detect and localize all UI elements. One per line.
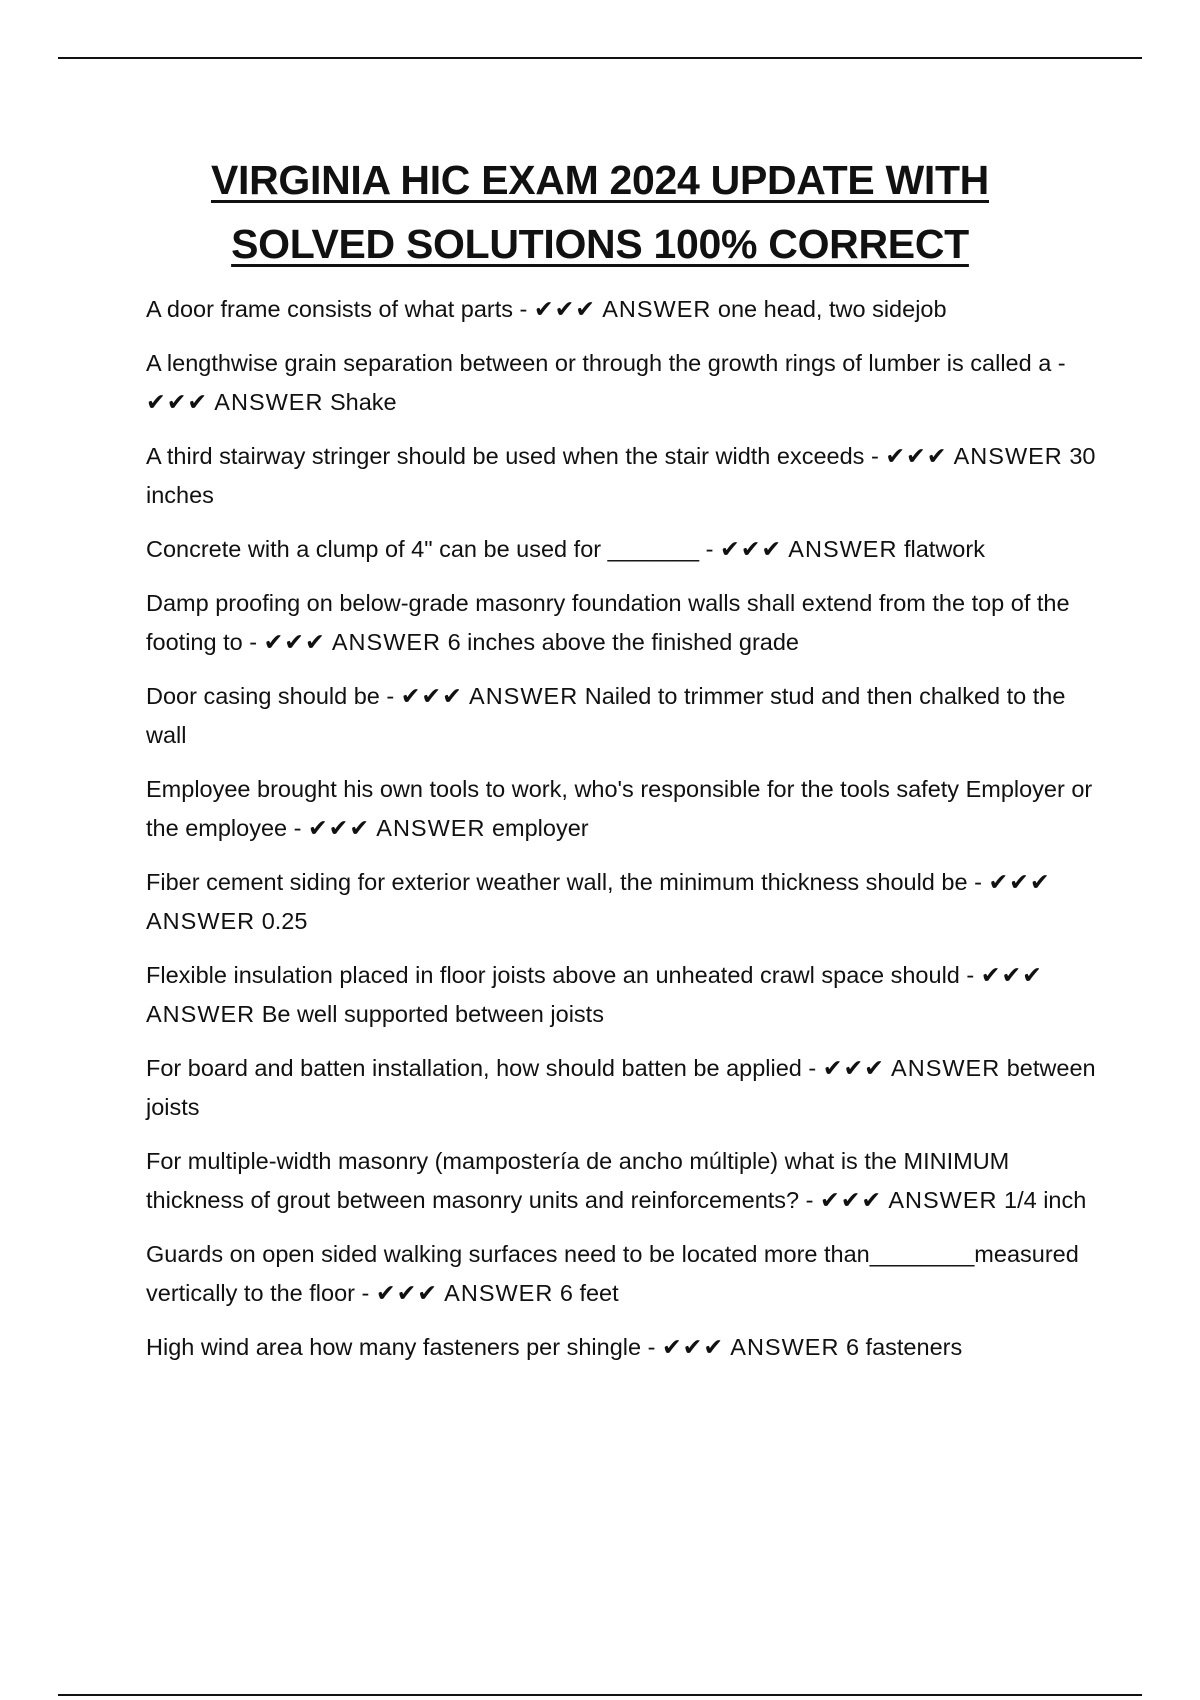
question-text: A door frame consists of what parts - xyxy=(146,296,528,322)
question-text: Fiber cement siding for exterior weather wall, the minimum thickness should be - xyxy=(146,869,982,895)
answer-text: 6 feet xyxy=(559,1280,619,1306)
answer-text: 30 inches xyxy=(146,443,1096,508)
qa-item-7 xyxy=(146,770,1096,848)
answer-marker: ✔✔✔ ANSWER xyxy=(885,443,1063,469)
answer-text: 0.25 xyxy=(261,908,308,934)
answer-marker: ✔✔✔ ANSWER xyxy=(146,389,324,415)
qa-item-10 xyxy=(146,1049,1096,1127)
answer-text: 1/4 inch xyxy=(1004,1187,1087,1213)
answer-text: Be well supported between joists xyxy=(261,1001,604,1027)
question-text: High wind area how many fasteners per shingle - xyxy=(146,1334,656,1360)
question-text: Flexible insulation placed in floor joists above an unheated crawl space should - xyxy=(146,962,975,988)
qa-list xyxy=(146,290,1096,1382)
answer-marker: ✔✔✔ ANSWER xyxy=(720,536,898,562)
question-text: Employee brought his own tools to work, who's responsible for the tools safety Employer or the employee - xyxy=(146,776,1093,841)
answer-text: 6 fasteners xyxy=(845,1334,963,1360)
qa-item-6 xyxy=(146,677,1096,755)
question-text: Damp proofing on below-grade masonry foundation walls shall extend from the top of the footing to - xyxy=(146,590,1070,655)
answer-marker: ✔✔✔ ANSWER xyxy=(146,869,1051,934)
answer-text: employer xyxy=(491,815,589,841)
answer-marker: ✔✔✔ ANSWER xyxy=(820,1187,998,1213)
qa-item-4 xyxy=(146,530,1096,569)
top-rule xyxy=(58,57,1142,59)
answer-text: Nailed to trimmer stud and then chalked to the wall xyxy=(146,683,1066,748)
question-text: A lengthwise grain separation between or through the growth rings of lumber is called a - xyxy=(146,350,1066,376)
answer-marker: ✔✔✔ ANSWER xyxy=(400,683,579,709)
answer-text: between joists xyxy=(146,1055,1096,1120)
qa-item-8 xyxy=(146,863,1096,941)
question-text: A third stairway stringer should be used when the stair width exceeds - xyxy=(146,443,879,469)
question-text: Guards on open sided walking surfaces need to be located more than________measured vertically to the floor - xyxy=(146,1241,1079,1306)
question-text: For multiple-width masonry (mampostería de ancho múltiple) what is the MINIMUM thickness of grout between masonry units and reinforcements? - xyxy=(146,1148,1010,1213)
bottom-rule xyxy=(58,1694,1142,1696)
question-text: Concrete with a clump of 4" can be used for _______ - xyxy=(146,536,714,562)
answer-marker: ✔✔✔ ANSWER xyxy=(263,629,442,655)
qa-item-5 xyxy=(146,584,1096,662)
answer-marker: ✔✔✔ ANSWER xyxy=(533,296,712,322)
answer-text: one head, two sidejob xyxy=(717,296,947,322)
answer-marker: ✔✔✔ ANSWER xyxy=(375,1280,554,1306)
qa-item-3 xyxy=(146,437,1096,515)
answer-text: flatwork xyxy=(903,536,985,562)
answer-text: Shake xyxy=(329,389,397,415)
title-line-2: SOLVED SOLUTIONS 100% CORRECT xyxy=(231,221,969,267)
qa-item-9 xyxy=(146,956,1096,1034)
title-line-1: VIRGINIA HIC EXAM 2024 UPDATE WITH xyxy=(210,157,989,203)
question-text: Door casing should be - xyxy=(146,683,395,709)
qa-item-2 xyxy=(146,344,1096,422)
qa-item-1 xyxy=(146,290,1096,329)
answer-marker: ✔✔✔ ANSWER xyxy=(307,815,486,841)
answer-marker: ✔✔✔ ANSWER xyxy=(661,1334,840,1360)
answer-text: 6 inches above the finished grade xyxy=(447,629,800,655)
question-text: For board and batten installation, how should batten be applied - xyxy=(146,1055,817,1081)
qa-item-13 xyxy=(146,1328,1096,1367)
qa-item-11 xyxy=(146,1142,1096,1220)
answer-marker: ✔✔✔ ANSWER xyxy=(822,1055,1001,1081)
qa-item-12 xyxy=(146,1235,1096,1313)
answer-marker: ✔✔✔ ANSWER xyxy=(146,962,1043,1027)
page-title xyxy=(80,148,1120,276)
